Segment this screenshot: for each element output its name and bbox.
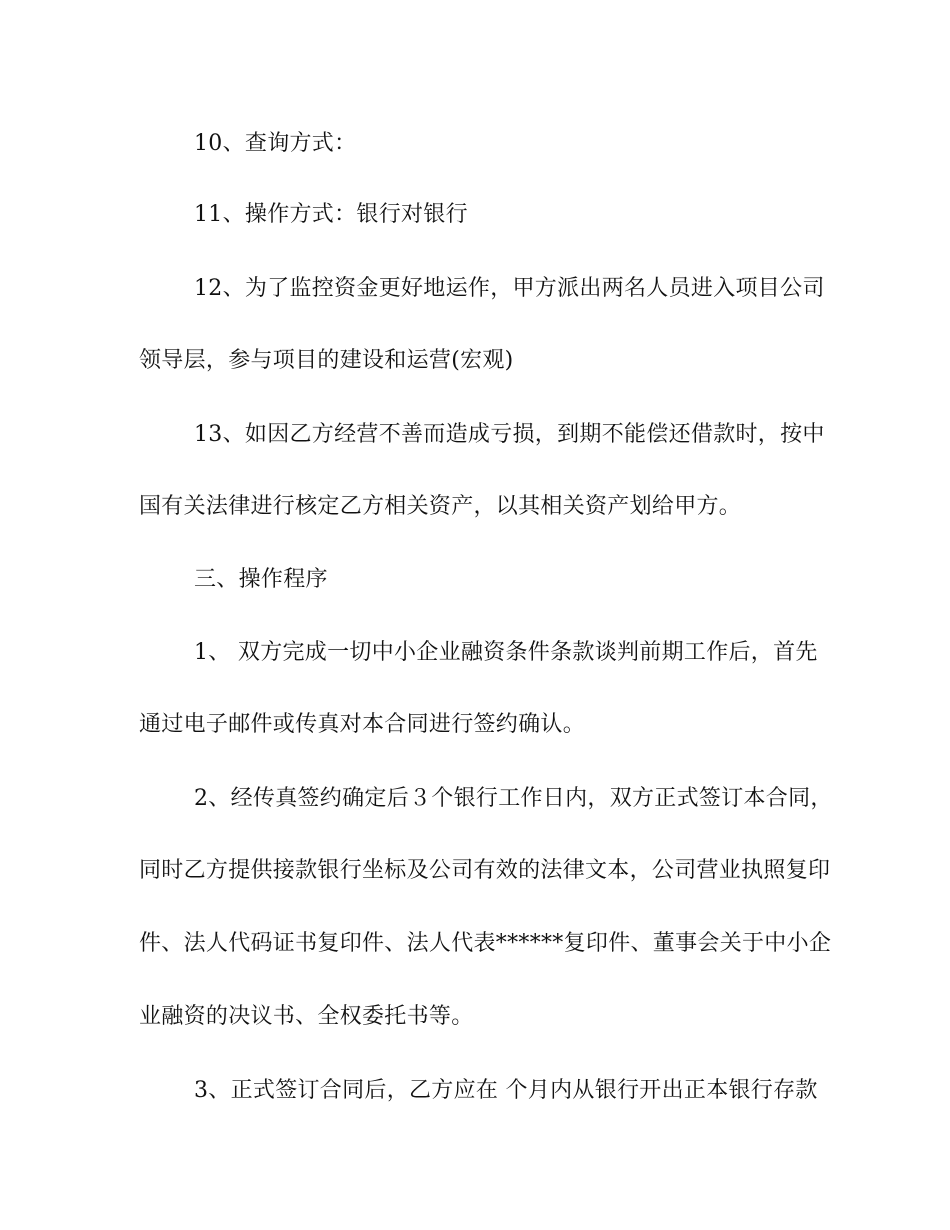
procedure-1-line-2: 通过电子邮件或传真对本合同进行签约确认。 — [139, 712, 586, 737]
item-13-line-2: 国有关法律进行核定乙方相关资产，以其相关资产划给甲方。 — [139, 494, 742, 519]
procedure-3-line-1: 3、正式签订合同后，乙方应在 个月内从银行开出正本银行存款 — [194, 1078, 818, 1103]
procedure-2-line-4: 业融资的决议书、全权委托书等。 — [139, 1004, 474, 1029]
section-heading-operation-procedure: 三、操作程序 — [194, 567, 328, 592]
item-11-operation-method: 11、操作方式：银行对银行 — [194, 202, 468, 227]
procedure-2-line-1: 2、经传真签约确定后３个银行工作日内，双方正式签订本合同， — [194, 786, 833, 811]
item-12-line-2: 领导层，参与项目的建设和运营(宏观) — [139, 348, 514, 373]
item-12-line-1: 12、为了监控资金更好地运作，甲方派出两名人员进入项目公司 — [194, 276, 825, 301]
item-10-query-method: 10、查询方式： — [194, 131, 357, 156]
procedure-2-line-2: 同时乙方提供接款银行坐标及公司有效的法律文本，公司营业执照复印 — [139, 858, 831, 883]
item-13-line-1: 13、如因乙方经营不善而造成亏损，到期不能偿还借款时，按中 — [194, 422, 825, 447]
procedure-1-line-1: 1、 双方完成一切中小企业融资条件条款谈判前期工作后，首先 — [194, 640, 818, 665]
procedure-2-line-3: 件、法人代码证书复印件、法人代表******复印件、董事会关于中小企 — [139, 931, 832, 956]
